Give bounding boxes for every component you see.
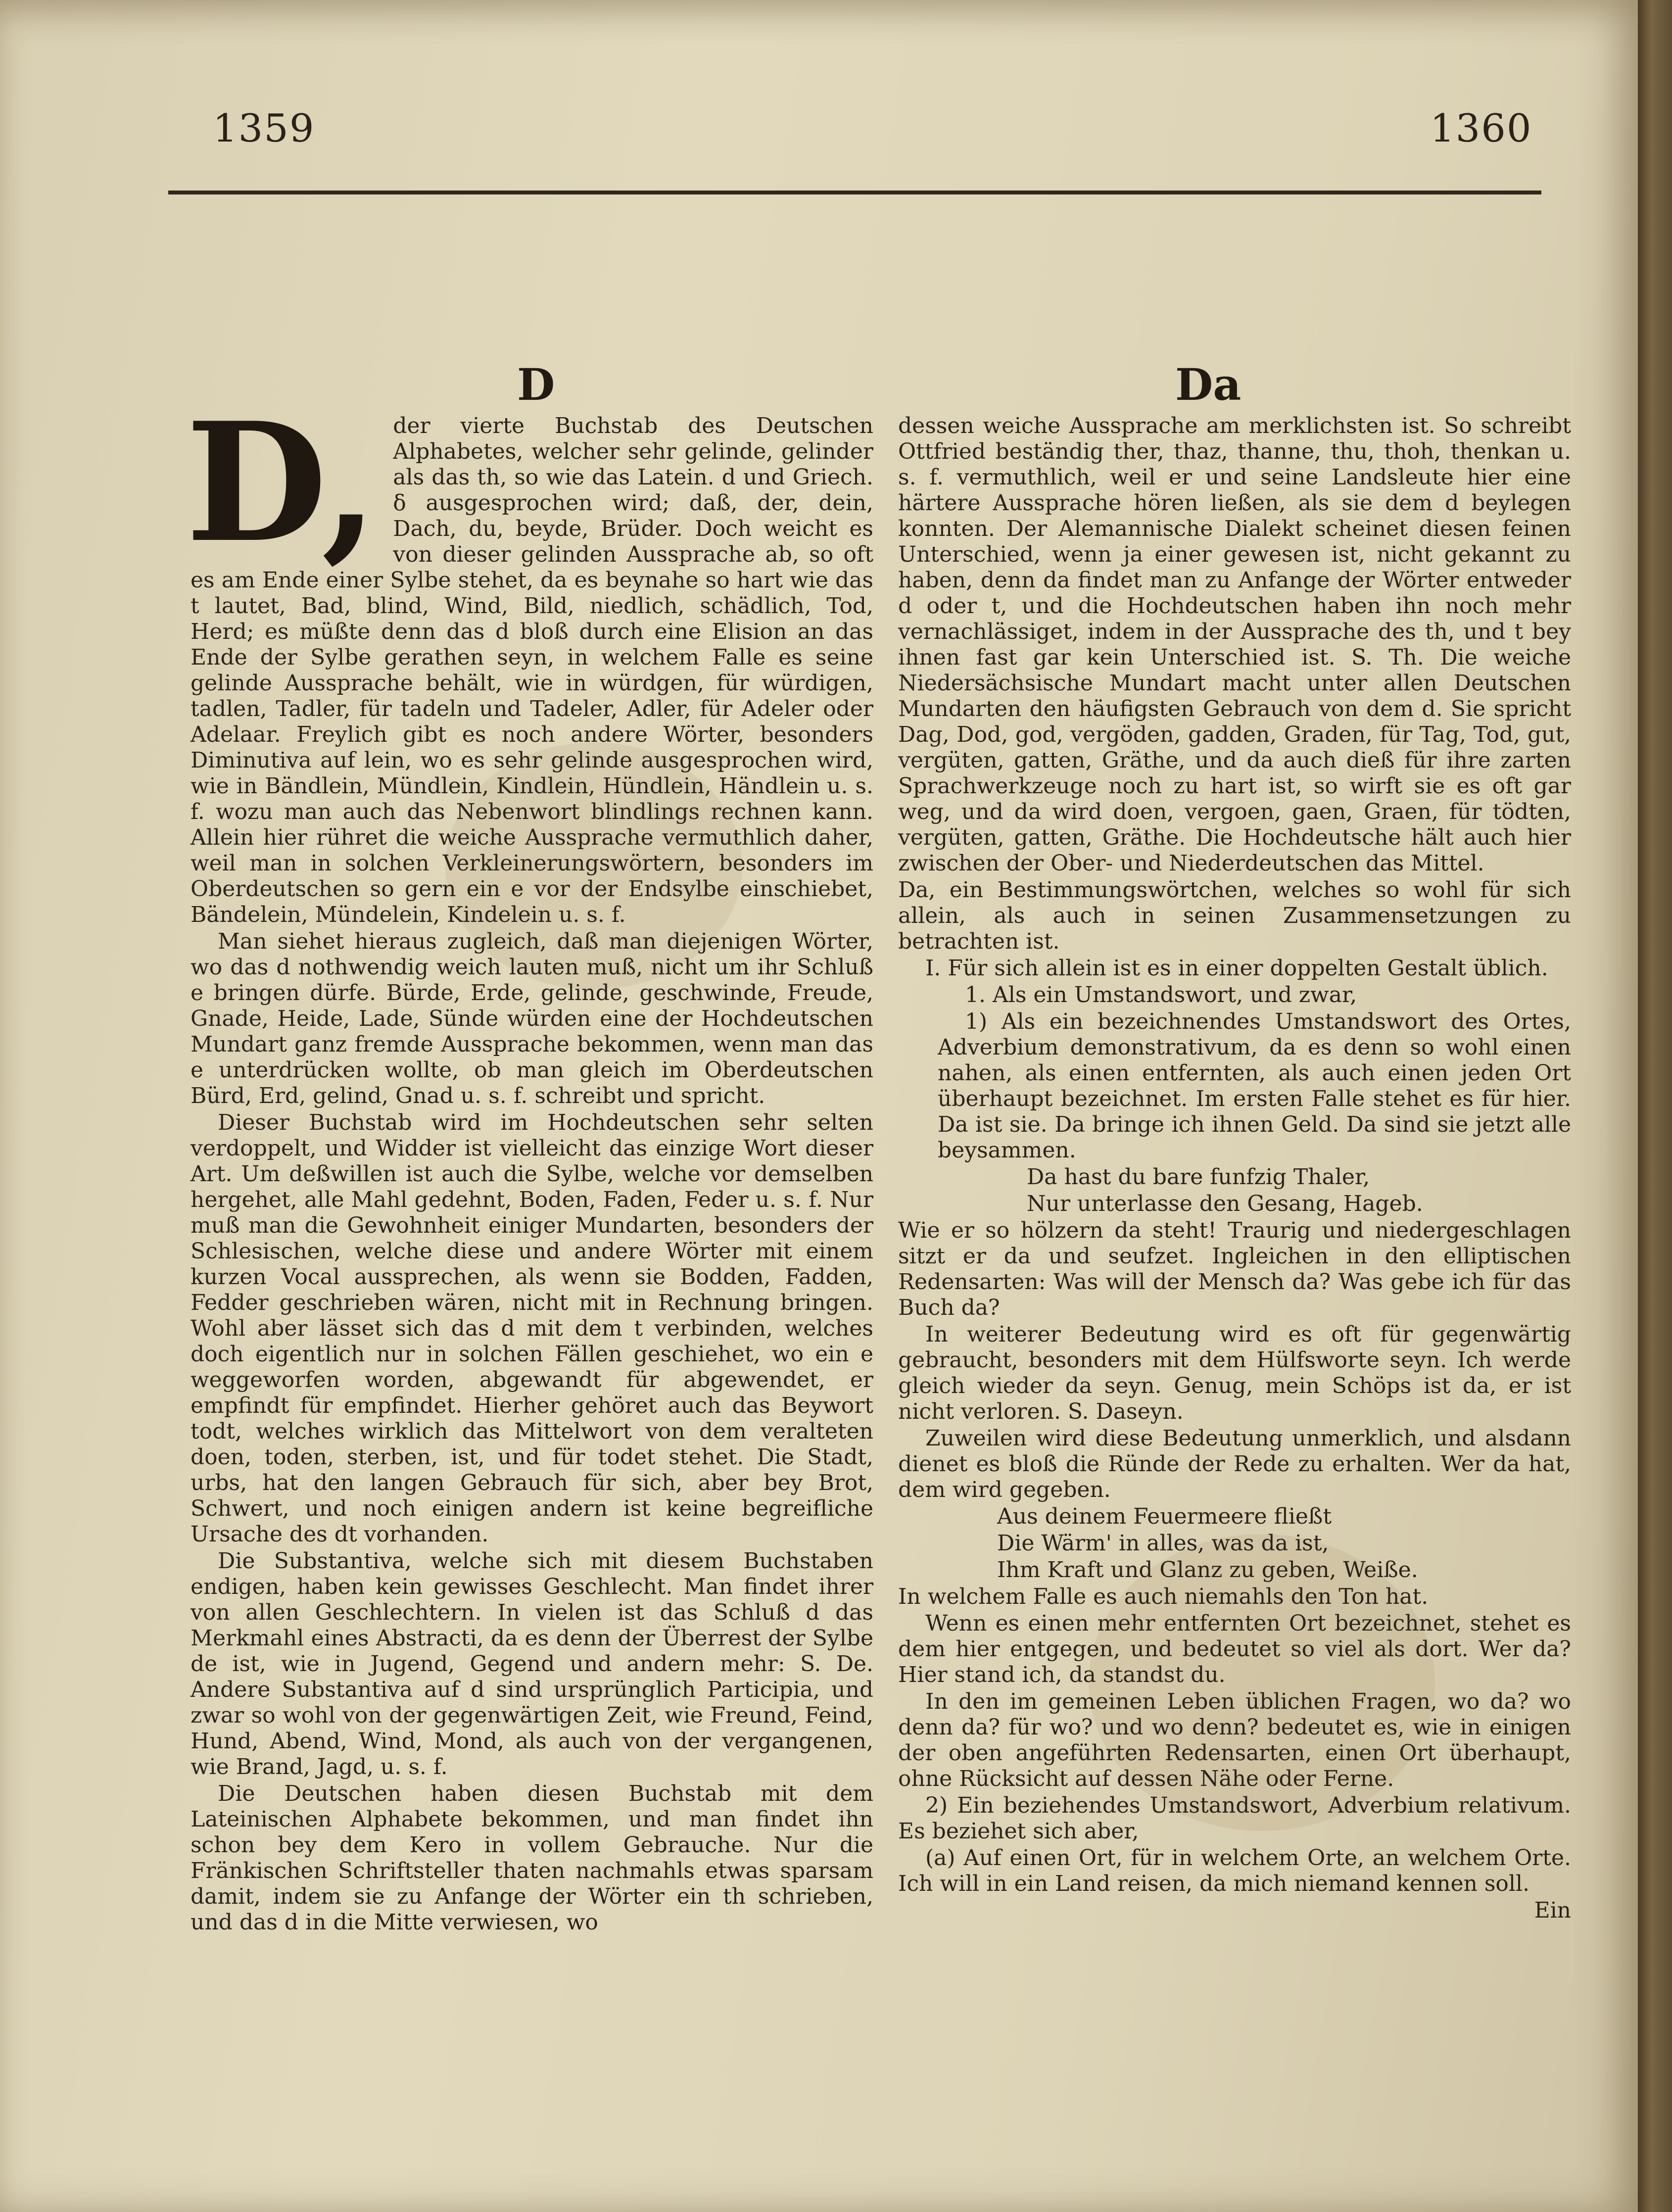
section-heading: I. Für sich allein ist es in einer doppelten Gestalt üblich. [925,956,1548,981]
paragraph: D, der vierte Buchstab des Deutschen Alphabetes, welcher sehr gelinde, gelinder als das th, so wie das Latein. d und Griech. δ ausgesprochen wird; daß, der, dein, Dach, du, beyde, Brüder. Doch weicht es von dieser gelinden Aussprache ab, so oft es am Ende einer Sylbe stehet, da es beynahe so hart wie das t lautet, Bad, blind, Wind, Bild, niedlich, schädlich, Tod, Herd; es müßte denn das d bloß durch eine Elision an das Ende der Sylbe gerathen seyn, in welchem Falle es seine gelinde Aussprache behält, wie in würdgen, für würdigen, tadlen, Tadler, für tadeln und Tadeler, Adler, für Adeler oder Adelaar. Freylich gibt es noch andere Wörter, besonders Diminutiva auf lein, wo es sehr gelinde ausgesprochen wird, wie in Bändlein, Mündlein, Kindlein, Hündlein, Händlein u. s. f. wozu man auch das Nebenwort blindlings rechnen kann. Allein hier rühret die weiche Aussprache vermuthlich daher, weil man in solchen Verkleinerungswörtern, besonders im Oberdeutschen so gern ein e vor der Endsylbe einschiebet, Bändelein, Mündelein, Kindelein u. s. f. [186,386,873,927]
paragraph: Dieser Buchstab wird im Hochdeutschen sehr selten verdoppelt, und Widder ist vielleicht das einzige Wort dieser Art. Um deßwillen ist auch die Sylbe, welche vor demselben hergehet, alle Mahl gedehnt, Boden, Faden, Feder u. s. f. Nur muß man die Gewohnheit einiger Mundarten, besonders der Schlesischen, welche diese und andere Wörter mit einem kurzen Vocal aussprechen, als wenn sie Bodden, Fadden, Fedder geschrieben wären, nicht mit in Rechnung bringen. Wohl aber lässet sich das d mit dem t verbinden, welches doch eigentlich nur in solchen Fällen geschiehet, wo ein e weggeworfen worden, abgewandt für abgewendet, er empfindt für empfindet. Hierher gehöret auch das Beywort todt, welches wirklich das Mittelwort von dem veralteten doen, toden, sterben, ist, und für todet stehet. Die Stadt, urbs, hat den langen Gebrauch für sich, aber bey Brot, Schwert, und noch einigen andern ist keine begreifliche Ursache des dt vorhanden. [191,1110,873,1547]
entry-headword-paragraph: Da, ein Bestimmungswörtchen, welches so wohl für sich allein, als auch in seinen Zusammensetzungen zu betrachten ist. [898,877,1571,954]
header-rule [168,191,1541,194]
paragraph: dessen weiche Aussprache am merklichsten ist. So schreibt Ottfried beständig ther, thaz, thanne, thu, thoh, thenkan u. s. f. vermuthlich, weil er und seine Landsleute hier eine härtere Aussprache hören ließen, als sie dem d beylegen konnten. Der Alemannische Dialekt scheinet diesen feinen Unterschied, wenn ja einer gewesen ist, nicht gekannt zu haben, denn da findet man zu Anfange der Wörter entweder d oder t, und die Hochdeutschen haben ihn noch mehr vernachlässiget, indem in der Aussprache des th, und t bey ihnen fast gar kein Unterschied ist. S. Th. Die weiche Niedersächsische Mundart macht unter allen Deutschen Mundarten den häufigsten Gebrauch von dem d. Sie spricht Dag, Dod, god, vergöden, gadden, Graden, für Tag, Tod, gut, vergüten, gatten, Gräthe, und da auch dieß für ihre zarten Sprachwerkzeuge noch zu hart ist, so wirft sie es oft gar weg, und da wird doen, vergoen, gaen, Graen, für tödten, vergüten, gatten, Gräthe. Die Hochdeutsche hält auch hier zwischen der Ober- und Niederdeutschen das Mittel. [898,413,1571,876]
paragraph: In weiterer Bedeutung wird es oft für gegenwärtig gebraucht, besonders mit dem Hülfsworte seyn. Ich werde gleich wieder da seyn. Genug, mein Schöps ist da, er ist nicht verloren. S. Daseyn. [898,1322,1571,1424]
paragraph: Zuweilen wird diese Bedeutung unmerklich, und alsdann dienet es bloß die Ründe der Rede zu erhalten. Wer da hat, dem wird gegeben. [898,1426,1571,1502]
verse-line: Da hast du bare funfzig Thaler, [1027,1164,1370,1190]
paragraph: Wie er so hölzern da steht! Traurig und niedergeschlagen sitzt er da und seufzet. Ingleichen in den elliptischen Redensarten: Was will der Mensch da? Was gebe ich für das Buch da? [898,1218,1571,1320]
book-spine-edge [1638,0,1672,2212]
right-column [898,413,1571,1924]
page-number-left: 1359 [213,106,315,151]
paragraph: In welchem Falle es auch niemahls den Ton hat. [898,1584,1429,1609]
drop-cap: D, [186,386,379,578]
paragraph: Die Deutschen haben diesen Buchstab mit dem Lateinischen Alphabete bekommen, und man findet ihn schon bey dem Kero in vollem Gebrauche. Nur die Fränkischen Schriftsteller thaten nachmahls etwas sparsam damit, indem sie zu Anfange der Wörter ein th schrieben, und das d in die Mitte verwiesen, wo [191,1781,873,1935]
verse-line: Aus deinem Feuermeere fließt [997,1504,1332,1529]
column-heading-right: Da [1175,359,1242,410]
paragraph: 1) Als ein bezeichnendes Umstandswort des Ortes, Adverbium demonstrativum, da es denn so wohl einen nahen, als einen entfernten, als auch einen jeden Ort überhaupt bezeichnet. Im ersten Falle stehet es für hier. Da ist sie. Da bringe ich ihnen Geld. Da sind sie jetzt alle beysammen. [938,1009,1571,1163]
verse-line: Die Wärm' in alles, was da ist, [997,1531,1329,1556]
paragraph: 2) Ein beziehendes Umstandswort, Adverbium relativum. Es beziehet sich aber, [898,1793,1571,1844]
left-column [186,386,873,1936]
verse-line: Nur unterlasse den Gesang, Hageb. [1027,1191,1423,1216]
paragraph: (a) Auf einen Ort, für in welchem Orte, an welchem Orte. Ich will in ein Land reisen, da mich niemand kennen soll. [898,1845,1571,1896]
verse-line: Ihm Kraft und Glanz zu geben, Weiße. [997,1557,1418,1583]
paragraph: In den im gemeinen Leben üblichen Fragen, wo da? wo denn da? für wo? und wo denn? bedeutet es, wie in einigen der oben angeführten Redensarten, einen Ort überhaupt, ohne Rücksicht auf dessen Nähe oder Ferne. [898,1689,1571,1791]
paragraph: Man siehet hieraus zugleich, daß man diejenigen Wörter, wo das d nothwendig weich lauten muß, nicht um ihr Schluß e bringen dürfe. Bürde, Erde, gelinde, geschwinde, Freude, Gnade, Heide, Lade, Sünde würden eine der Hochdeutschen Mundart ganz fremde Aussprache bekommen, wenn man das e unterdrücken wollte, ob man gleich im Oberdeutschen Bürd, Erd, gelind, Gnad u. s. f. schreibt und spricht. [191,929,873,1108]
subsection-heading: 1. Als ein Umstandswort, und zwar, [965,982,1357,1008]
catchword: Ein [1534,1898,1571,1923]
page-number-right: 1360 [1430,106,1532,151]
paragraph: Die Substantiva, welche sich mit diesem Buchstaben endigen, haben kein gewisses Geschlecht. Man findet ihrer von allen Geschlechtern. In vielen ist das Schluß d das Merkmahl eines Abstracti, da es denn der Überrest der Sylbe de ist, wie in Jugend, Gegend und andern mehr: S. De. Andere Substantiva auf d sind ursprünglich Participia, und zwar so wohl von der gegenwärtigen Zeit, wie Freund, Feind, Hund, Abend, Wind, Mond, als auch von der vergangenen, wie Brand, Jagd, u. s. f. [191,1548,873,1779]
column-heading-left: D [517,359,555,410]
paragraph: Wenn es einen mehr entfernten Ort bezeichnet, stehet es dem hier entgegen, und bedeutet so viel als dort. Wer da? Hier stand ich, da standst du. [898,1611,1571,1687]
